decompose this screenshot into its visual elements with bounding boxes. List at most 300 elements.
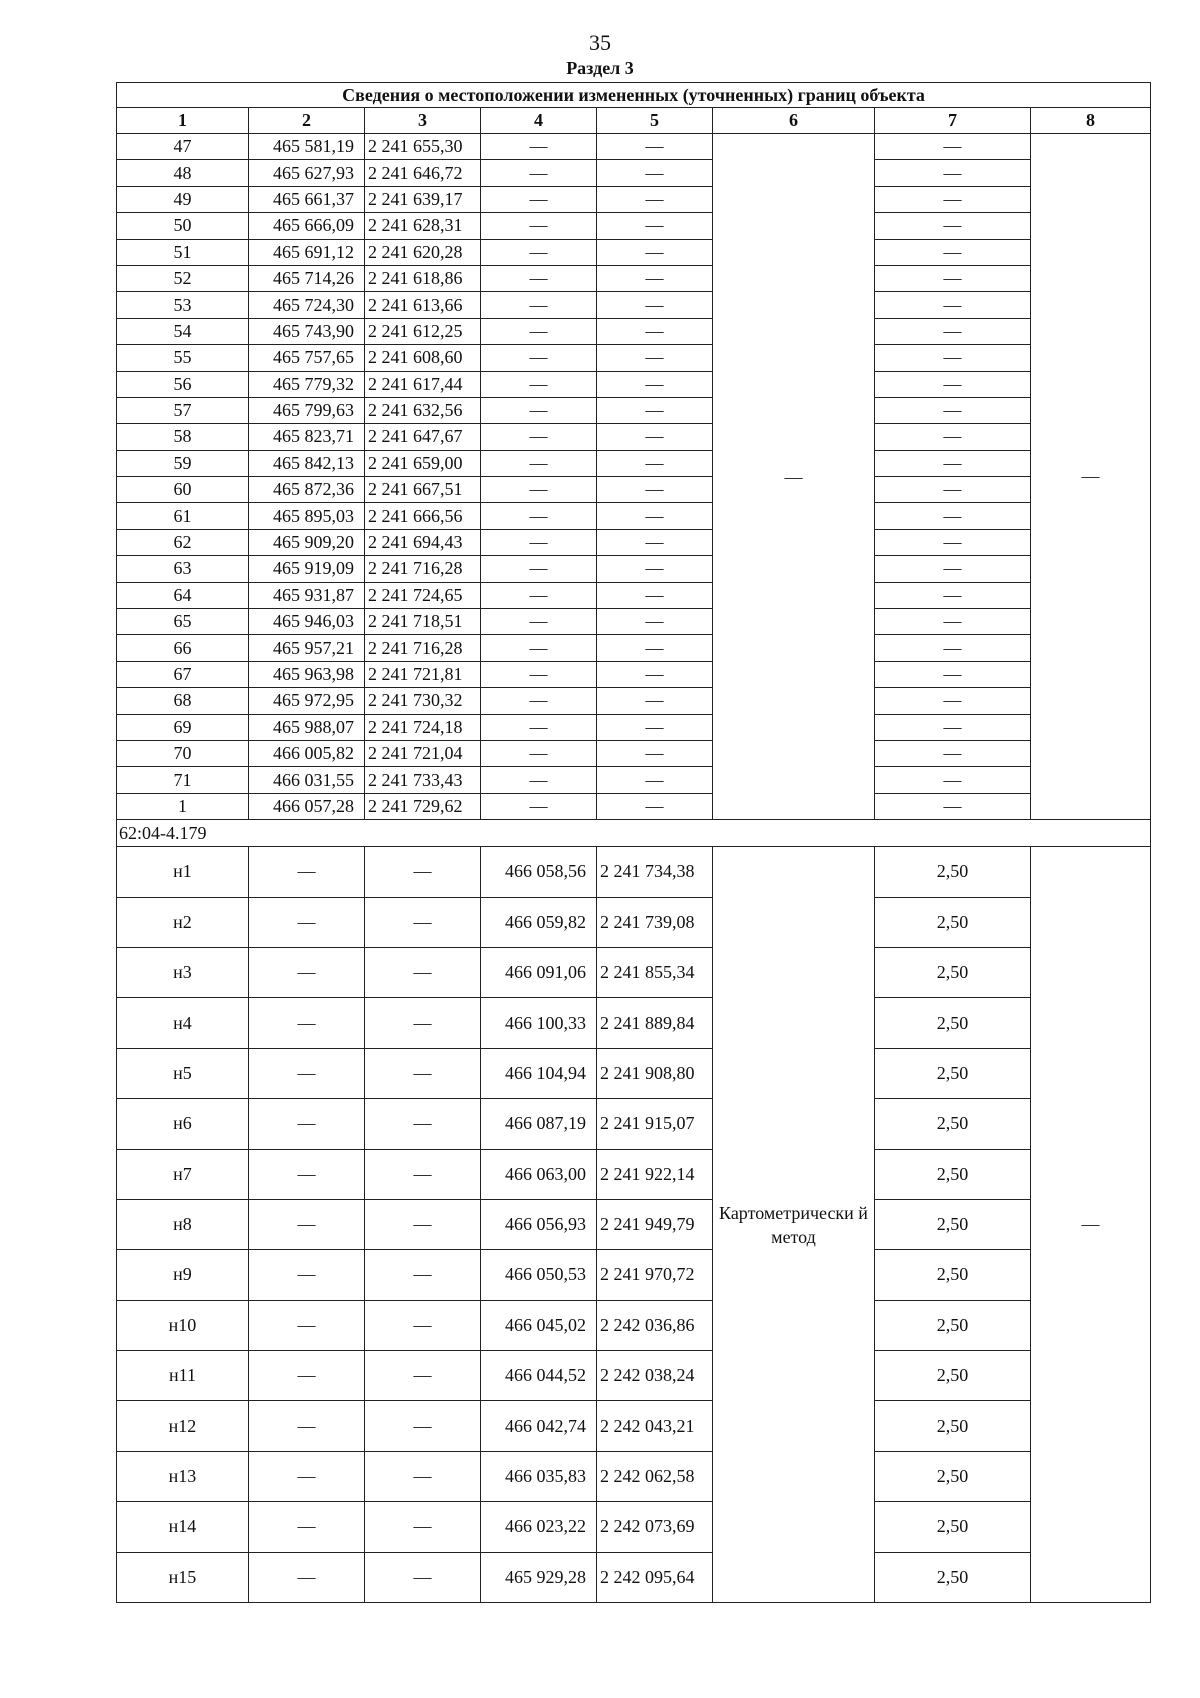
existing-x-cell: 466 031,55 [249,767,365,793]
point-description-cell: — [1031,847,1151,1603]
existing-x-cell: — [249,1149,365,1199]
point-number-cell: н13 [117,1451,249,1501]
column-number: 8 [1031,108,1151,134]
table-row [117,529,1151,555]
refined-x-cell: 466 045,02 [481,1300,597,1350]
cadastral-block-label: 62:04-4.179 [117,820,1151,847]
point-number-cell: 63 [117,556,249,582]
existing-y-cell: 2 241 617,44 [365,371,481,397]
refined-x-cell: 466 059,82 [481,897,597,947]
refined-x-cell: — [481,582,597,608]
existing-x-cell: 465 627,93 [249,160,365,186]
refined-y-cell: 2 241 889,84 [597,998,713,1048]
existing-y-cell: 2 241 724,18 [365,714,481,740]
point-number-cell: 66 [117,635,249,661]
existing-y-cell: — [365,1502,481,1552]
accuracy-cell: 2,50 [875,847,1031,897]
table-row [117,239,1151,265]
refined-y-cell: 2 241 908,80 [597,1048,713,1098]
refined-x-cell: — [481,265,597,291]
point-number-cell: н2 [117,897,249,947]
cadastral-block-row [117,820,1151,847]
refined-y-cell: 2 242 062,58 [597,1451,713,1501]
accuracy-cell: 2,50 [875,1099,1031,1149]
refined-x-cell: — [481,609,597,635]
point-number-cell: н1 [117,847,249,897]
refined-y-cell: 2 241 915,07 [597,1099,713,1149]
table-row [117,661,1151,687]
accuracy-cell: 2,50 [875,1351,1031,1401]
point-number-cell: 55 [117,345,249,371]
existing-x-cell: 465 946,03 [249,609,365,635]
accuracy-cell: 2,50 [875,1552,1031,1602]
table-row [117,371,1151,397]
refined-y-cell: — [597,767,713,793]
existing-x-cell: — [249,1552,365,1602]
column-number: 3 [365,108,481,134]
existing-y-cell: 2 241 729,62 [365,793,481,819]
point-number-cell: 67 [117,661,249,687]
table-row [117,1199,1151,1249]
existing-y-cell: 2 241 628,31 [365,213,481,239]
determination-method-cell: Картометрически й метод [713,847,875,1603]
refined-x-cell: — [481,688,597,714]
refined-y-cell: — [597,160,713,186]
refined-x-cell: — [481,767,597,793]
table-row [117,1552,1151,1602]
accuracy-cell: — [875,503,1031,529]
existing-x-cell: 465 842,13 [249,450,365,476]
refined-y-cell: — [597,529,713,555]
column-number: 5 [597,108,713,134]
column-number: 4 [481,108,597,134]
accuracy-cell: — [875,556,1031,582]
refined-y-cell: 2 242 043,21 [597,1401,713,1451]
refined-y-cell: — [597,793,713,819]
accuracy-cell: — [875,318,1031,344]
column-number: 7 [875,108,1031,134]
accuracy-cell: — [875,635,1031,661]
existing-y-cell: — [365,1048,481,1098]
refined-y-cell: — [597,397,713,423]
table-row [117,635,1151,661]
accuracy-cell: — [875,213,1031,239]
refined-y-cell: — [597,134,713,160]
existing-y-cell: — [365,847,481,897]
table-row [117,1451,1151,1501]
existing-x-cell: 465 972,95 [249,688,365,714]
refined-x-cell: 465 929,28 [481,1552,597,1602]
accuracy-cell: — [875,582,1031,608]
refined-x-cell: 466 058,56 [481,847,597,897]
refined-y-cell: — [597,186,713,212]
refined-x-cell: — [481,239,597,265]
existing-x-cell: — [249,998,365,1048]
existing-y-cell: — [365,897,481,947]
existing-x-cell: 465 743,90 [249,318,365,344]
page-number: 35 [589,30,611,55]
refined-y-cell: 2 241 734,38 [597,847,713,897]
refined-x-cell: 466 042,74 [481,1401,597,1451]
existing-y-cell: — [365,1199,481,1249]
table-row [117,265,1151,291]
existing-x-cell: 465 895,03 [249,503,365,529]
accuracy-cell: — [875,740,1031,766]
section-title: Раздел 3 [566,58,634,78]
existing-x-cell: 465 581,19 [249,134,365,160]
table-row [117,450,1151,476]
accuracy-cell: — [875,450,1031,476]
table-row [117,503,1151,529]
refined-x-cell: — [481,503,597,529]
accuracy-cell: — [875,661,1031,687]
existing-x-cell: — [249,1199,365,1249]
point-number-cell: н11 [117,1351,249,1401]
existing-y-cell: 2 241 659,00 [365,450,481,476]
refined-y-cell: — [597,740,713,766]
existing-x-cell: 465 988,07 [249,714,365,740]
accuracy-cell: 2,50 [875,1199,1031,1249]
refined-x-cell: — [481,450,597,476]
point-number-cell: н10 [117,1300,249,1350]
refined-y-cell: 2 241 739,08 [597,897,713,947]
refined-y-cell: — [597,265,713,291]
table-row [117,582,1151,608]
existing-x-cell: 465 799,63 [249,397,365,423]
accuracy-cell: — [875,477,1031,503]
refined-x-cell: 466 056,93 [481,1199,597,1249]
point-number-cell: н6 [117,1099,249,1149]
existing-y-cell: 2 241 716,28 [365,556,481,582]
existing-y-cell: 2 241 612,25 [365,318,481,344]
refined-x-cell: 466 063,00 [481,1149,597,1199]
table-row [117,1502,1151,1552]
existing-x-cell: 465 919,09 [249,556,365,582]
accuracy-cell: — [875,714,1031,740]
accuracy-cell: — [875,265,1031,291]
existing-y-cell: 2 241 718,51 [365,609,481,635]
point-number-cell: н3 [117,947,249,997]
refined-y-cell: 2 241 855,34 [597,947,713,997]
existing-y-cell: 2 241 666,56 [365,503,481,529]
refined-x-cell: — [481,661,597,687]
refined-x-cell: — [481,740,597,766]
existing-y-cell: 2 241 632,56 [365,397,481,423]
point-number-cell: 64 [117,582,249,608]
existing-x-cell: 465 661,37 [249,186,365,212]
accuracy-cell: — [875,529,1031,555]
refined-y-cell: 2 242 038,24 [597,1351,713,1401]
point-number-cell: 52 [117,265,249,291]
existing-y-cell: 2 241 620,28 [365,239,481,265]
refined-y-cell: — [597,661,713,687]
refined-x-cell: — [481,160,597,186]
existing-x-cell: — [249,1300,365,1350]
point-number-cell: н15 [117,1552,249,1602]
existing-x-cell: — [249,1351,365,1401]
table-row [117,318,1151,344]
table-row [117,1099,1151,1149]
refined-y-cell: — [597,609,713,635]
accuracy-cell: — [875,160,1031,186]
accuracy-cell: 2,50 [875,1149,1031,1199]
accuracy-cell: 2,50 [875,897,1031,947]
table-row [117,1351,1151,1401]
refined-x-cell: — [481,793,597,819]
refined-y-cell: — [597,292,713,318]
refined-y-cell: — [597,503,713,529]
refined-y-cell: — [597,582,713,608]
point-number-cell: 47 [117,134,249,160]
refined-y-cell: — [597,635,713,661]
refined-y-cell: — [597,556,713,582]
table-row [117,947,1151,997]
point-number-cell: 58 [117,424,249,450]
refined-x-cell: 466 091,06 [481,947,597,997]
point-number-cell: 51 [117,239,249,265]
accuracy-cell: — [875,609,1031,635]
existing-y-cell: — [365,1149,481,1199]
existing-x-cell: 466 057,28 [249,793,365,819]
accuracy-cell: — [875,793,1031,819]
refined-x-cell: — [481,292,597,318]
table-row [117,397,1151,423]
table-row [117,1250,1151,1300]
existing-x-cell: — [249,1048,365,1098]
table-row [117,477,1151,503]
refined-y-cell: — [597,450,713,476]
point-number-cell: 53 [117,292,249,318]
existing-y-cell: 2 241 694,43 [365,529,481,555]
table-row [117,847,1151,897]
point-number-cell: 61 [117,503,249,529]
refined-y-cell: — [597,371,713,397]
accuracy-cell: — [875,688,1031,714]
existing-y-cell: 2 241 613,66 [365,292,481,318]
refined-x-cell: — [481,397,597,423]
point-number-cell: 1 [117,793,249,819]
table-row [117,609,1151,635]
existing-y-cell: 2 241 721,04 [365,740,481,766]
accuracy-cell: — [875,134,1031,160]
refined-y-cell: 2 241 922,14 [597,1149,713,1199]
point-number-cell: 57 [117,397,249,423]
refined-y-cell: 2 241 970,72 [597,1250,713,1300]
refined-x-cell: — [481,424,597,450]
table-row [117,186,1151,212]
existing-x-cell: — [249,947,365,997]
existing-y-cell: — [365,1351,481,1401]
refined-y-cell: — [597,688,713,714]
refined-x-cell: — [481,186,597,212]
table-row [117,1149,1151,1199]
table-row [117,345,1151,371]
existing-x-cell: 465 666,09 [249,213,365,239]
existing-x-cell: — [249,1401,365,1451]
existing-y-cell: — [365,947,481,997]
accuracy-cell: — [875,292,1031,318]
point-number-cell: 70 [117,740,249,766]
table-row [117,714,1151,740]
refined-x-cell: 466 100,33 [481,998,597,1048]
refined-y-cell: — [597,714,713,740]
refined-x-cell: 466 050,53 [481,1250,597,1300]
point-number-cell: 48 [117,160,249,186]
existing-y-cell: 2 241 724,65 [365,582,481,608]
refined-x-cell: 466 023,22 [481,1502,597,1552]
refined-x-cell: — [481,477,597,503]
point-number-cell: 68 [117,688,249,714]
refined-y-cell: — [597,477,713,503]
refined-y-cell: — [597,424,713,450]
table-row [117,740,1151,766]
table-row [117,1401,1151,1451]
existing-y-cell: — [365,1250,481,1300]
table-row [117,1300,1151,1350]
existing-x-cell: — [249,1250,365,1300]
table-row [117,213,1151,239]
refined-x-cell: 466 035,83 [481,1451,597,1501]
accuracy-cell: — [875,397,1031,423]
refined-x-cell: — [481,556,597,582]
refined-x-cell: 466 044,52 [481,1351,597,1401]
existing-y-cell: 2 241 730,32 [365,688,481,714]
accuracy-cell: — [875,767,1031,793]
refined-y-cell: 2 242 036,86 [597,1300,713,1350]
refined-x-cell: — [481,714,597,740]
existing-x-cell: 465 823,71 [249,424,365,450]
existing-x-cell: 465 931,87 [249,582,365,608]
existing-y-cell: 2 241 608,60 [365,345,481,371]
point-number-cell: н8 [117,1199,249,1249]
table-row [117,424,1151,450]
existing-y-cell: — [365,1401,481,1451]
point-number-cell: 54 [117,318,249,344]
column-number: 6 [713,108,875,134]
existing-x-cell: 466 005,82 [249,740,365,766]
table-row [117,793,1151,819]
accuracy-cell: — [875,186,1031,212]
existing-x-cell: — [249,897,365,947]
existing-x-cell: 465 957,21 [249,635,365,661]
existing-x-cell: 465 872,36 [249,477,365,503]
refined-y-cell: — [597,345,713,371]
existing-y-cell: 2 241 667,51 [365,477,481,503]
refined-y-cell: — [597,318,713,344]
point-number-cell: 65 [117,609,249,635]
point-number-cell: 69 [117,714,249,740]
refined-y-cell: 2 242 073,69 [597,1502,713,1552]
existing-x-cell: 465 757,65 [249,345,365,371]
table-row [117,767,1151,793]
refined-x-cell: — [481,635,597,661]
existing-y-cell: 2 241 618,86 [365,265,481,291]
refined-y-cell: — [597,239,713,265]
table-row [117,897,1151,947]
point-number-cell: н7 [117,1149,249,1199]
accuracy-cell: 2,50 [875,947,1031,997]
refined-y-cell: 2 242 095,64 [597,1552,713,1602]
table-row [117,998,1151,1048]
existing-x-cell: 465 963,98 [249,661,365,687]
refined-y-cell: 2 241 949,79 [597,1199,713,1249]
point-number-cell: н4 [117,998,249,1048]
refined-x-cell: — [481,213,597,239]
column-number-row [117,108,1151,134]
accuracy-cell: — [875,371,1031,397]
existing-x-cell: 465 714,26 [249,265,365,291]
table-row [117,688,1151,714]
refined-x-cell: — [481,318,597,344]
column-number: 2 [249,108,365,134]
existing-y-cell: 2 241 647,67 [365,424,481,450]
existing-y-cell: — [365,998,481,1048]
existing-x-cell: 465 691,12 [249,239,365,265]
refined-x-cell: — [481,529,597,555]
existing-x-cell: — [249,1502,365,1552]
table-row [117,1048,1151,1098]
existing-y-cell: 2 241 721,81 [365,661,481,687]
boundary-coordinates-table [116,82,1151,1603]
accuracy-cell: — [875,345,1031,371]
existing-x-cell: 465 779,32 [249,371,365,397]
existing-y-cell: — [365,1451,481,1501]
existing-x-cell: — [249,1451,365,1501]
existing-y-cell: — [365,1099,481,1149]
existing-y-cell: 2 241 639,17 [365,186,481,212]
existing-y-cell: 2 241 716,28 [365,635,481,661]
determination-method-cell: — [713,134,875,820]
refined-x-cell: — [481,345,597,371]
accuracy-cell: 2,50 [875,1300,1031,1350]
accuracy-cell: 2,50 [875,1250,1031,1300]
column-number: 1 [117,108,249,134]
existing-y-cell: — [365,1300,481,1350]
existing-y-cell: 2 241 655,30 [365,134,481,160]
point-number-cell: н5 [117,1048,249,1098]
point-number-cell: 59 [117,450,249,476]
accuracy-cell: 2,50 [875,1451,1031,1501]
accuracy-cell: 2,50 [875,1401,1031,1451]
point-number-cell: н12 [117,1401,249,1451]
existing-x-cell: — [249,847,365,897]
table-row [117,160,1151,186]
point-number-cell: н9 [117,1250,249,1300]
point-number-cell: 49 [117,186,249,212]
point-number-cell: 62 [117,529,249,555]
accuracy-cell: — [875,424,1031,450]
refined-x-cell: 466 104,94 [481,1048,597,1098]
point-description-cell: — [1031,134,1151,820]
refined-x-cell: — [481,371,597,397]
table-row [117,556,1151,582]
point-number-cell: 56 [117,371,249,397]
existing-x-cell: 465 724,30 [249,292,365,318]
refined-y-cell: — [597,213,713,239]
existing-x-cell: 465 909,20 [249,529,365,555]
accuracy-cell: 2,50 [875,1502,1031,1552]
point-number-cell: 50 [117,213,249,239]
table-row [117,292,1151,318]
point-number-cell: 71 [117,767,249,793]
existing-x-cell: — [249,1099,365,1149]
accuracy-cell: 2,50 [875,998,1031,1048]
existing-y-cell: 2 241 733,43 [365,767,481,793]
accuracy-cell: — [875,239,1031,265]
table-row [117,134,1151,160]
existing-y-cell: 2 241 646,72 [365,160,481,186]
accuracy-cell: 2,50 [875,1048,1031,1098]
